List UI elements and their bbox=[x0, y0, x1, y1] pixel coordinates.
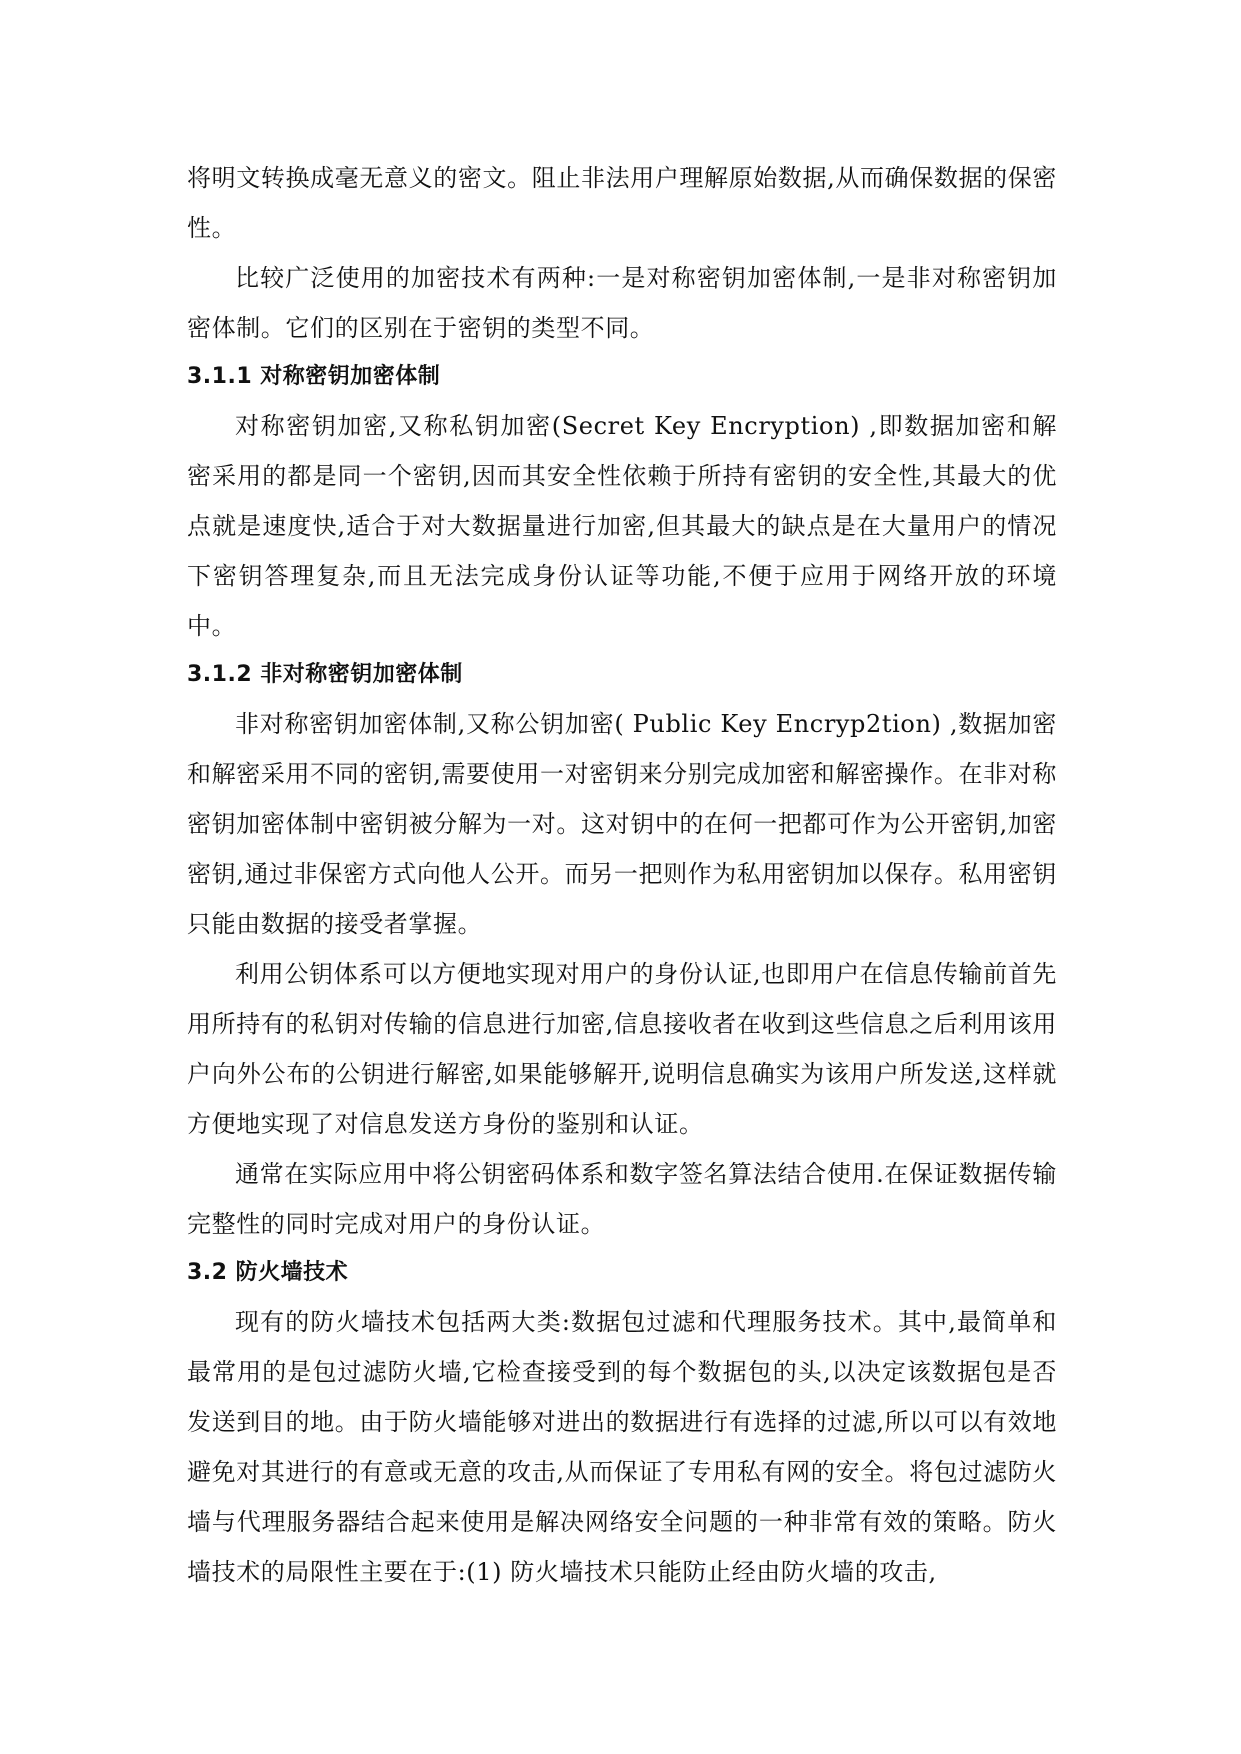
paragraph-ciphertext-continuation: 将明文转换成毫无意义的密文。阻止非法用户理解原始数据,从而确保数据的保密性。 bbox=[187, 164, 1057, 242]
section-heading-3-2: 3.2 防火墙技术 bbox=[187, 1260, 349, 1285]
section-heading-3-1-1: 3.1.1 对称密钥加密体制 bbox=[187, 364, 441, 389]
paragraph-symmetric-key: 对称密钥加密,又称私钥加密(Secret Key Encryption) ,即数据加密和解密采用的都是同一个密钥,因而其安全性依赖于所持有密钥的安全性,其最大的优点就是速度快,适合于对大数据量进行加密,但其最大的缺点是在大量用户的情况下密钥答理复杂,而且无法完成身份认证等功能,不便于应用于网络开放的环境中。 bbox=[187, 412, 1057, 640]
document-page bbox=[187, 153, 1057, 1597]
paragraph-asymmetric-key: 非对称密钥加密体制,又称公钥加密( Public Key Encryp2tion) ,数据加密和解密采用不同的密钥,需要使用一对密钥来分别完成加密和解密操作。在非对称密钥加密体制中密钥被分解为一对。这对钥中的在何一把都可作为公开密钥,加密密钥,通过非保密方式向他人公开。而另一把则作为私用密钥加以保存。私用密钥只能由数据的接受者掌握。 bbox=[187, 710, 1057, 938]
paragraph-encryption-types: 比较广泛使用的加密技术有两种:一是对称密钥加密体制,一是非对称密钥加密体制。它们的区别在于密钥的类型不同。 bbox=[187, 264, 1057, 342]
paragraph-public-key-authentication: 利用公钥体系可以方便地实现对用户的身份认证,也即用户在信息传输前首先用所持有的私钥对传输的信息进行加密,信息接收者在收到这些信息之后利用该用户向外公布的公钥进行解密,如果能够解开,说明信息确实为该用户所发送,这样就方便地实现了对信息发送方身份的鉴别和认证。 bbox=[187, 960, 1057, 1138]
paragraph-digital-signature: 通常在实际应用中将公钥密码体系和数字签名算法结合使用.在保证数据传输完整性的同时完成对用户的身份认证。 bbox=[187, 1160, 1057, 1238]
paragraph-firewall: 现有的防火墙技术包括两大类:数据包过滤和代理服务技术。其中,最简单和最常用的是包过滤防火墙,它检查接受到的每个数据包的头,以决定该数据包是否发送到目的地。由于防火墙能够对进出的数据进行有选择的过滤,所以可以有效地避免对其进行的有意或无意的攻击,从而保证了专用私有网的安全。将包过滤防火墙与代理服务器结合起来使用是解决网络安全问题的一种非常有效的策略。防火墙技术的局限性主要在于:(1) 防火墙技术只能防止经由防火墙的攻击, bbox=[187, 1308, 1057, 1586]
section-heading-3-1-2: 3.1.2 非对称密钥加密体制 bbox=[187, 662, 463, 687]
